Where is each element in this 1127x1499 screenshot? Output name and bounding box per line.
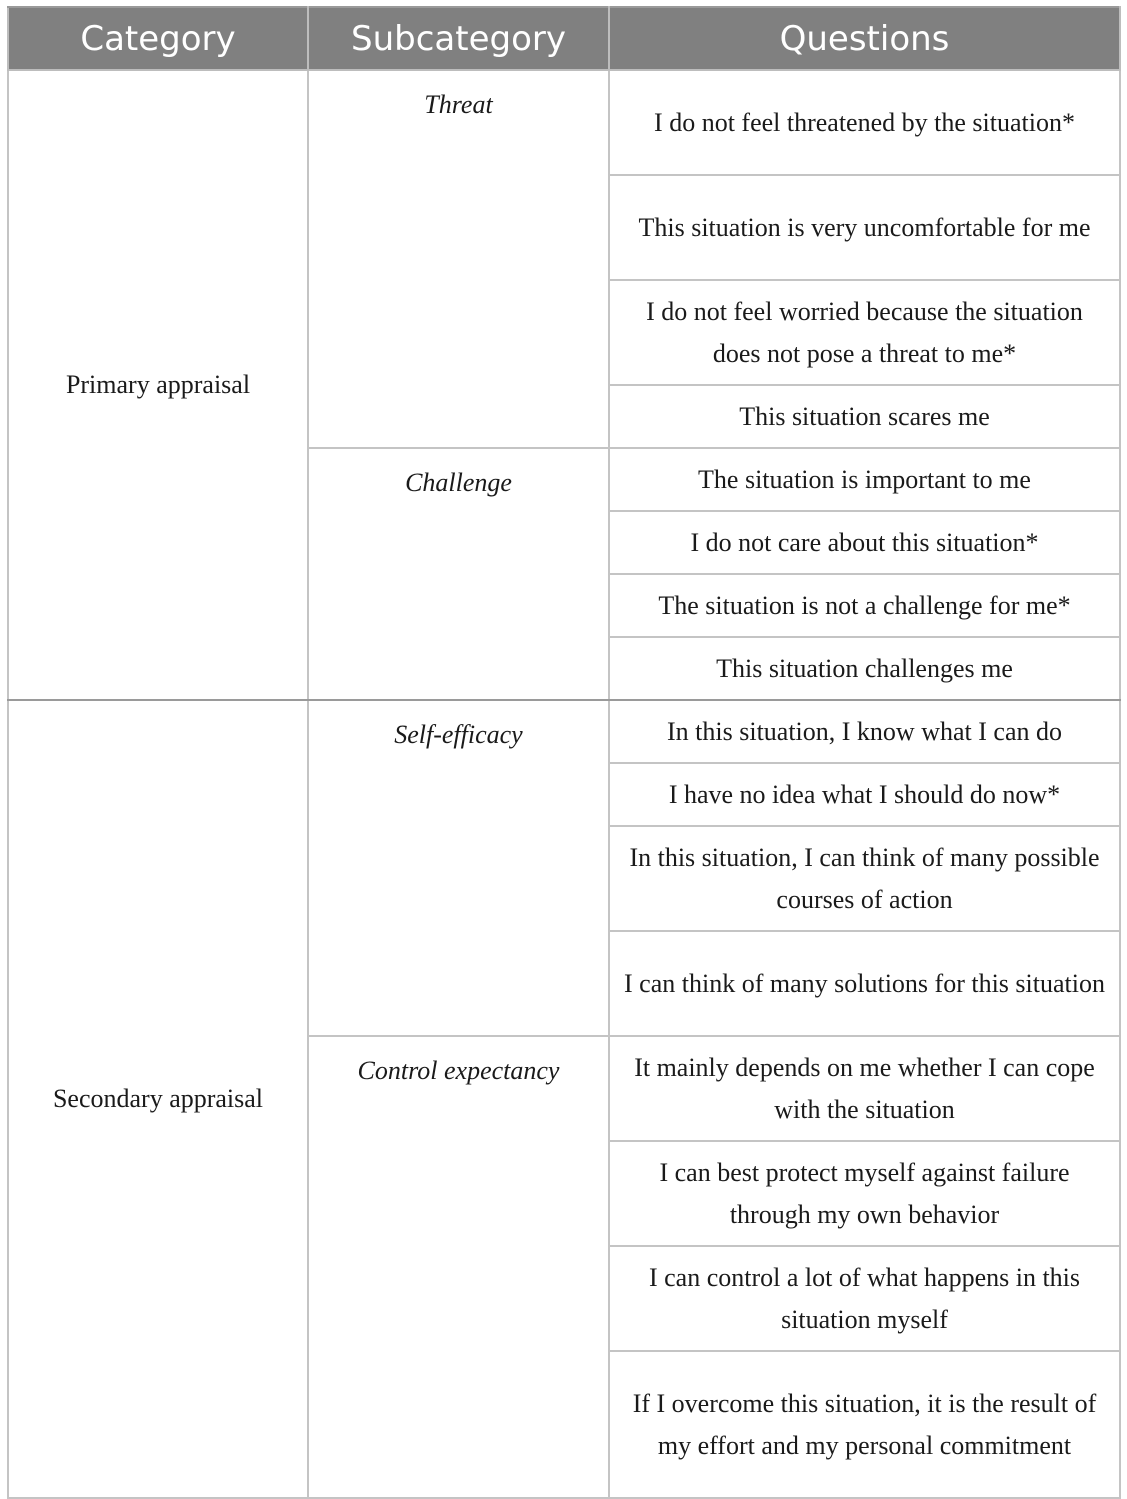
question-cell: I do not feel threatened by the situation* [609,70,1120,175]
question-cell: I can best protect myself against failure through my own behavior [609,1141,1120,1246]
question-cell: I have no idea what I should do now* [609,763,1120,826]
question-cell: This situation challenges me [609,637,1120,700]
table-row [8,70,1120,175]
question-cell: In this situation, I can think of many possible courses of action [609,826,1120,931]
question-cell: The situation is not a challenge for me* [609,574,1120,637]
question-cell: I do not care about this situation* [609,511,1120,574]
question-cell: I do not feel worried because the situation does not pose a threat to me* [609,280,1120,385]
question-cell: This situation scares me [609,385,1120,448]
header-subcategory: Subcategory [308,7,609,70]
table-header-row [8,7,1120,70]
subcategory-threat: Threat [308,70,609,448]
category-primary-appraisal: Primary appraisal [8,70,308,700]
subcategory-control-expectancy: Control expectancy [308,1036,609,1498]
question-cell: I can think of many solutions for this situation [609,931,1120,1036]
header-category: Category [8,7,308,70]
category-secondary-appraisal: Secondary appraisal [8,700,308,1498]
table-row [8,700,1120,763]
appraisal-table-container [7,6,1119,1469]
question-cell: I can control a lot of what happens in this situation myself [609,1246,1120,1351]
header-questions: Questions [609,7,1120,70]
subcategory-self-efficacy: Self-efficacy [308,700,609,1036]
question-cell: In this situation, I know what I can do [609,700,1120,763]
question-cell: If I overcome this situation, it is the result of my effort and my personal commitment [609,1351,1120,1498]
subcategory-challenge: Challenge [308,448,609,700]
question-cell: It mainly depends on me whether I can cope with the situation [609,1036,1120,1141]
question-cell: The situation is important to me [609,448,1120,511]
question-cell: This situation is very uncomfortable for me [609,175,1120,280]
appraisal-questions-table [7,6,1121,1499]
